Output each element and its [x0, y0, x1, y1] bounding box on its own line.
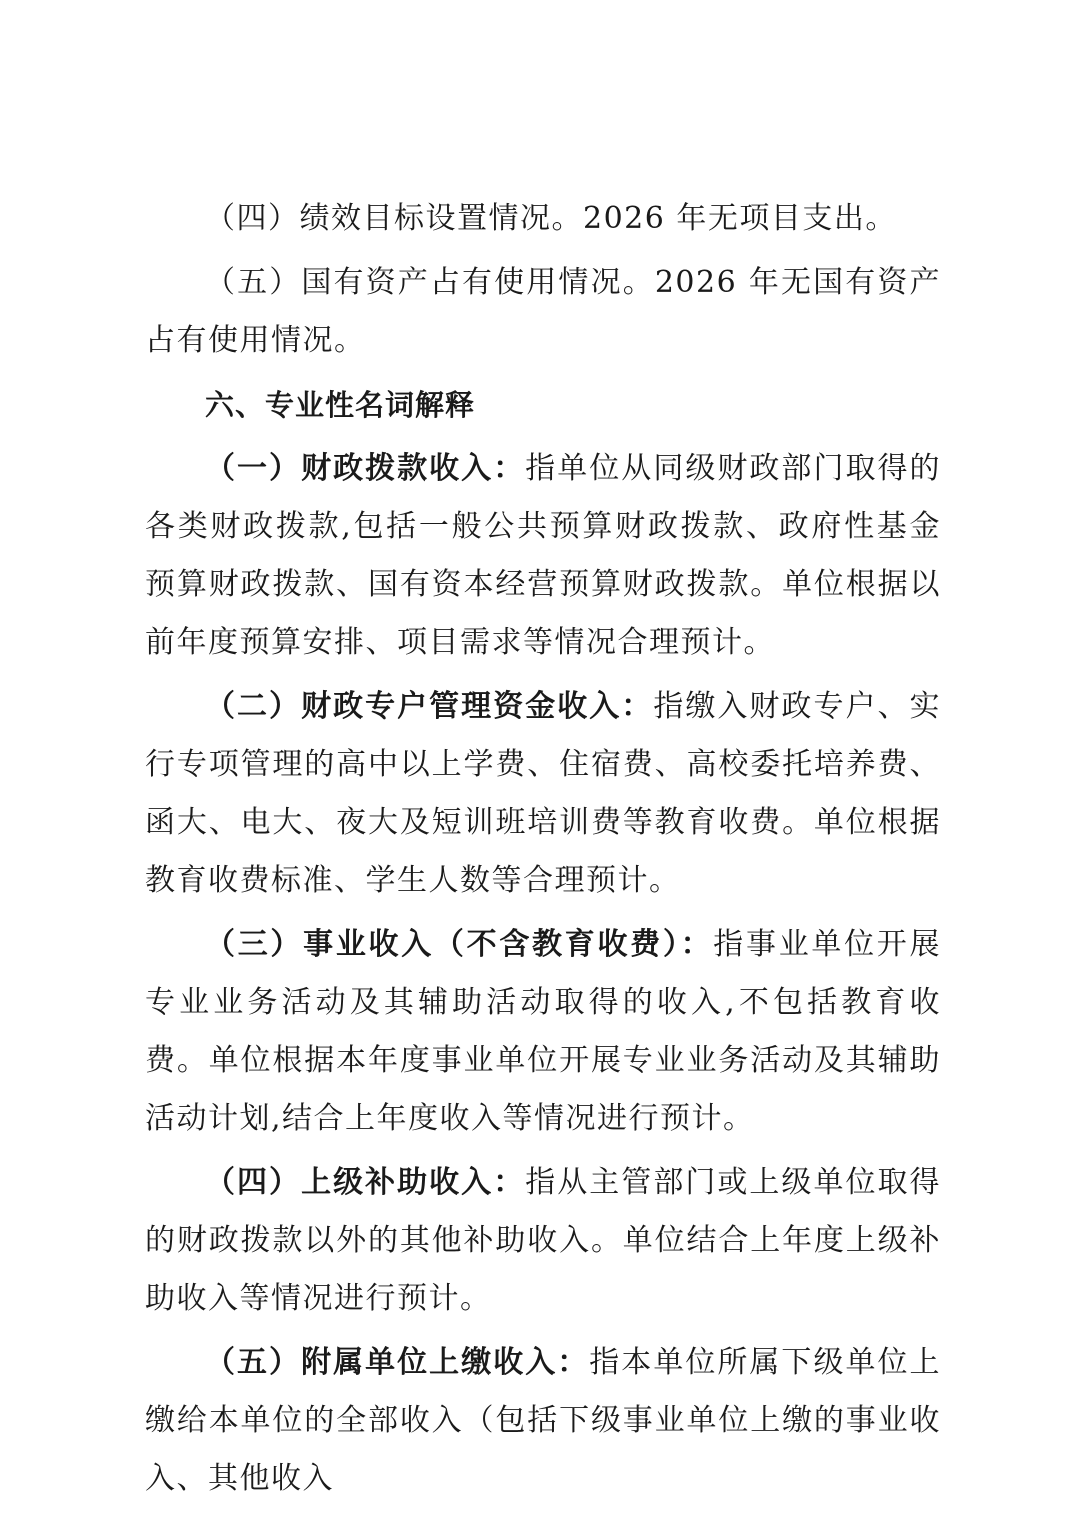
definition-term: （二）财政专户管理资金收入： [205, 689, 654, 724]
section-heading: 六、专业性名词解释 [205, 388, 476, 422]
definition-term: （四）上级补助收入： [205, 1165, 526, 1200]
definition-text: 指缴入财政专户、实行专项管理的高中以上学费、住宿费、高校委托培养费、函大、电大、夜大及短训班培训费等教育收费。单位根据教育收费标准、学生人数等合理预计。 [145, 689, 942, 898]
definition-item [145, 678, 941, 910]
paragraph-performance-goals: （四）绩效目标设置情况。2026 年无项目支出。 [205, 201, 897, 236]
definition-text: 指单位从同级财政部门取得的各类财政拨款,包括一般公共预算财政拨款、政府性基金预算财政拨款、国有资本经营预算财政拨款。单位根据以前年度预算安排、项目需求等情况合理预计。 [145, 451, 942, 660]
definition-item [145, 1154, 941, 1328]
definition-term: （三）事业收入（不含教育收费）： [205, 927, 714, 962]
definition-text: 指本单位所属下级单位上缴给本单位的全部收入（包括下级事业单位上缴的事业收入、其他收入 [145, 1345, 942, 1496]
definition-term: （一）财政拨款收入： [205, 451, 526, 486]
definition-item [145, 1334, 941, 1508]
document-page [145, 190, 941, 1514]
definition-item [145, 440, 941, 672]
paragraph-state-assets: （五）国有资产占有使用情况。2026 年无国有资产占有使用情况。 [145, 265, 941, 358]
definition-text: 指从主管部门或上级单位取得的财政拨款以外的其他补助收入。单位结合上年度上级补助收入等情况进行预计。 [145, 1165, 942, 1316]
definition-text: 指事业单位开展专业业务活动及其辅助活动取得的收入,不包括教育收费。单位根据本年度事业单位开展专业业务活动及其辅助活动计划,结合上年度收入等情况进行预计。 [145, 927, 942, 1136]
definition-term: （五）附属单位上缴收入： [205, 1345, 590, 1380]
definition-item [145, 916, 941, 1148]
